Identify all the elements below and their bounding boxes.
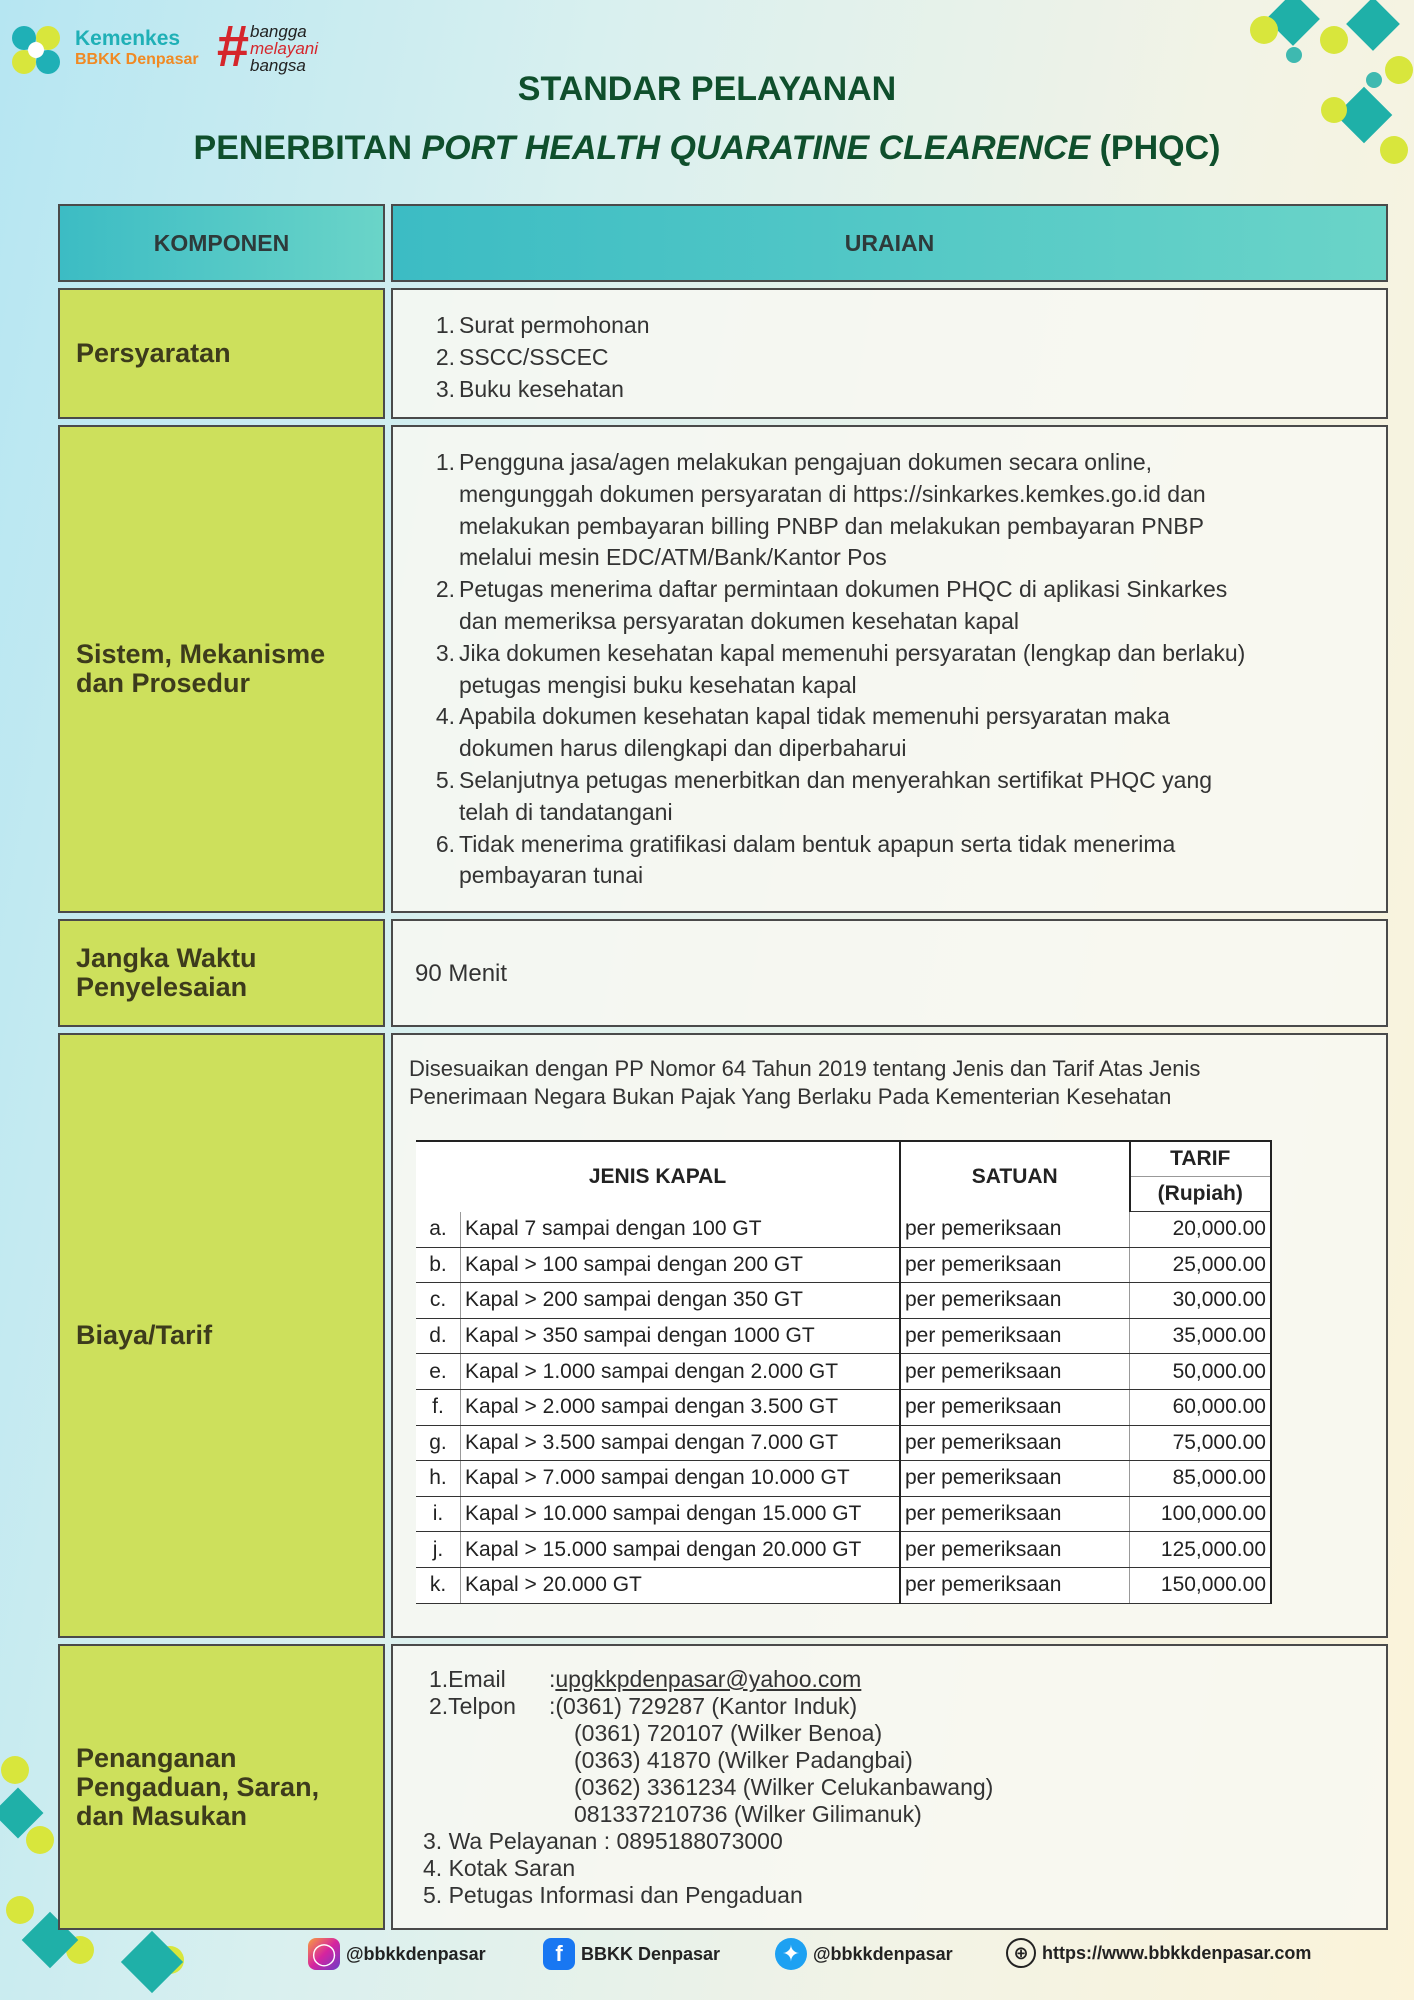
procedure-step-continuation: melalui mesin EDC/ATM/Bank/Kantor Pos xyxy=(459,544,887,571)
label-biaya: Biaya/Tarif xyxy=(58,1033,385,1638)
procedure-step: 5. Selanjutnya petugas menerbitkan dan menyerahkan sertifikat PHQC yang xyxy=(435,766,1213,793)
procedure-step: 2. Petugas menerima daftar permintaan dokumen PHQC di aplikasi Sinkarkes xyxy=(435,576,1228,603)
slogan: bangga melayani bangsa xyxy=(250,22,319,75)
fee-header-tarif-sub: (Rupiah) xyxy=(1130,1177,1272,1212)
fee-row xyxy=(416,1425,1271,1461)
procedure-step: 4. Apabila dokumen kesehatan kapal tidak memenuhi persyaratan maka xyxy=(435,703,1170,730)
fee-header-jenis: JENIS KAPAL xyxy=(416,1141,900,1212)
fee-cell-tarif: 25,000.00 xyxy=(1130,1247,1272,1283)
waktu-value: 90 Menit xyxy=(415,960,508,987)
fee-cell-jenis: Kapal > 3.500 sampai dengan 7.000 GT xyxy=(461,1425,901,1461)
procedure-step-continuation: dan memeriksa persyaratan dokumen kesehatan kapal xyxy=(459,607,1019,634)
fee-table xyxy=(416,1140,1272,1604)
fee-cell-satuan: per pemeriksaan xyxy=(900,1389,1130,1425)
page-subtitle: PENERBITAN PORT HEALTH QUARATINE CLEARENCE (PHQC) xyxy=(193,129,1221,167)
fee-row xyxy=(416,1354,1271,1390)
procedure-step-continuation: pembayaran tunai xyxy=(459,862,644,889)
fee-cell-no: h. xyxy=(416,1461,461,1497)
fee-cell-no: k. xyxy=(416,1567,461,1603)
fee-cell-satuan: per pemeriksaan xyxy=(900,1318,1130,1354)
fee-cell-no: a. xyxy=(416,1212,461,1248)
footer-twitter[interactable]: ✦ @bbkkdenpasar xyxy=(775,1938,953,1970)
fee-cell-tarif: 50,000.00 xyxy=(1130,1354,1272,1390)
twitter-icon: ✦ xyxy=(775,1938,807,1970)
fee-row xyxy=(416,1212,1271,1248)
fee-row xyxy=(416,1461,1271,1497)
fee-row xyxy=(416,1532,1271,1568)
fee-cell-tarif: 30,000.00 xyxy=(1130,1283,1272,1319)
procedure-step-continuation: telah di tandatangani xyxy=(459,798,673,825)
globe-icon: ⊕ xyxy=(1006,1938,1036,1968)
fee-cell-satuan: per pemeriksaan xyxy=(900,1461,1130,1497)
procedure-step: 1. Pengguna jasa/agen melakukan pengajuan dokumen secara online, xyxy=(435,449,1153,475)
fee-cell-satuan: per pemeriksaan xyxy=(900,1212,1130,1248)
fee-cell-jenis: Kapal > 7.000 sampai dengan 10.000 GT xyxy=(461,1461,901,1497)
fee-cell-no: e. xyxy=(416,1354,461,1390)
fee-cell-tarif: 85,000.00 xyxy=(1130,1461,1272,1497)
fee-cell-satuan: per pemeriksaan xyxy=(900,1425,1130,1461)
fee-cell-tarif: 100,000.00 xyxy=(1130,1496,1272,1532)
page-title: STANDAR PELAYANAN xyxy=(517,70,897,108)
phone-item: (0361) 729287 (Kantor Induk) xyxy=(555,1693,858,1719)
facebook-icon: f xyxy=(543,1938,575,1970)
fee-cell-satuan: per pemeriksaan xyxy=(900,1354,1130,1390)
fee-cell-satuan: per pemeriksaan xyxy=(900,1496,1130,1532)
slogan-hash-icon: # xyxy=(216,14,249,79)
fee-cell-jenis: Kapal > 2.000 sampai dengan 3.500 GT xyxy=(461,1389,901,1425)
fee-cell-no: i. xyxy=(416,1496,461,1532)
footer-instagram[interactable]: ◯ @bbkkdenpasar xyxy=(308,1938,486,1970)
brand-unit: BBKK Denpasar xyxy=(75,51,199,68)
fee-cell-tarif: 20,000.00 xyxy=(1130,1212,1272,1248)
procedure-step-continuation: dokumen harus dilengkapi dan diperbaharui xyxy=(459,735,907,762)
instagram-icon: ◯ xyxy=(308,1938,340,1970)
fee-cell-satuan: per pemeriksaan xyxy=(900,1283,1130,1319)
footer-facebook[interactable]: f BBKK Denpasar xyxy=(543,1938,720,1970)
fee-cell-jenis: Kapal > 200 sampai dengan 350 GT xyxy=(461,1283,901,1319)
fee-cell-jenis: Kapal > 15.000 sampai dengan 20.000 GT xyxy=(461,1532,901,1568)
fee-row xyxy=(416,1567,1271,1603)
contact-list: 1.Email : upgkkpdenpasar@yahoo.com 2.Telpon : (0361) 729287 (Kantor Induk) (0361) 720107 (Wilker Benoa) (0363) 41870 (Wilker Padangbai) (0362) 3361234 (Wilker Celukanbawang) 081337210736 (Wilker Gilimanuk) 3. Wa Pelayanan : 0895188073000 4. Kotak Saran 5. Petugas Informasi dan Pengaduan xyxy=(423,1666,994,1908)
fee-cell-jenis: Kapal > 1.000 sampai dengan 2.000 GT xyxy=(461,1354,901,1390)
fee-cell-jenis: Kapal 7 sampai dengan 100 GT xyxy=(461,1212,901,1248)
fee-cell-tarif: 125,000.00 xyxy=(1130,1532,1272,1568)
footer-website[interactable]: ⊕ https://www.bbkkdenpasar.com xyxy=(1006,1938,1311,1968)
brand-name: Kemenkes xyxy=(75,27,181,50)
fee-cell-no: g. xyxy=(416,1425,461,1461)
contact-item: 5. Petugas Informasi dan Pengaduan xyxy=(423,1882,803,1908)
content-prosedur xyxy=(391,425,1388,913)
procedure-step: 3. Jika dokumen kesehatan kapal memenuhi persyaratan (lengkap dan berlaku) xyxy=(435,639,1246,666)
phone-item: (0361) 720107 (Wilker Benoa) xyxy=(574,1720,883,1746)
phone-item: (0363) 41870 (Wilker Padangbai) xyxy=(574,1747,913,1773)
fee-header-satuan: SATUAN xyxy=(900,1141,1130,1212)
fee-cell-satuan: per pemeriksaan xyxy=(900,1567,1130,1603)
list-item: 2. SSCC/SSCEC xyxy=(435,343,609,370)
fee-cell-jenis: Kapal > 10.000 sampai dengan 15.000 GT xyxy=(461,1496,901,1532)
fee-cell-satuan: per pemeriksaan xyxy=(900,1247,1130,1283)
email-link[interactable]: upgkkpdenpasar@yahoo.com xyxy=(555,1666,862,1692)
fee-cell-no: d. xyxy=(416,1318,461,1354)
label-jangka-waktu: Jangka Waktu Penyelesaian xyxy=(58,919,385,1027)
content-persyaratan xyxy=(391,288,1388,419)
fee-row xyxy=(416,1283,1271,1319)
list-item: 3. Buku kesehatan xyxy=(435,375,624,402)
contact-item: 4. Kotak Saran xyxy=(423,1855,576,1881)
phone-item: (0362) 3361234 (Wilker Celukanbawang) xyxy=(574,1774,994,1800)
list-item: 1. Surat permohonan xyxy=(435,312,650,338)
label-persyaratan: Persyaratan xyxy=(58,288,385,419)
fee-cell-no: b. xyxy=(416,1247,461,1283)
phone-item: 081337210736 (Wilker Gilimanuk) xyxy=(574,1801,922,1827)
procedure-step-continuation: petugas mengisi buku kesehatan kapal xyxy=(459,671,857,698)
fee-cell-tarif: 150,000.00 xyxy=(1130,1567,1272,1603)
tarif-note: Disesuaikan dengan PP Nomor 64 Tahun 2019 tentang Jenis dan Tarif Atas Jenis Penerimaan Negara Bukan Pajak Yang Berlaku Pada Kementerian Kesehatan xyxy=(409,1056,1201,1109)
fee-cell-jenis: Kapal > 350 sampai dengan 1000 GT xyxy=(461,1318,901,1354)
label-prosedur: Sistem, Mekanisme dan Prosedur xyxy=(58,425,385,913)
procedure-step-continuation: melakukan pembayaran billing PNBP dan melakukan pembayaran PNBP xyxy=(459,512,1204,539)
fee-cell-no: f. xyxy=(416,1389,461,1425)
fee-cell-no: j. xyxy=(416,1532,461,1568)
fee-row xyxy=(416,1247,1271,1283)
fee-cell-tarif: 60,000.00 xyxy=(1130,1389,1272,1425)
procedure-step-continuation: mengunggah dokumen persyaratan di https://sinkarkes.kemkes.go.id dan xyxy=(459,480,1206,507)
header-komponen: KOMPONEN xyxy=(58,204,385,282)
fee-header-tarif: TARIF xyxy=(1130,1141,1272,1177)
header-uraian: URAIAN xyxy=(391,204,1388,282)
contact-item: 3. Wa Pelayanan : 0895188073000 xyxy=(423,1828,783,1854)
fee-row xyxy=(416,1318,1271,1354)
fee-row xyxy=(416,1496,1271,1532)
fee-row xyxy=(416,1389,1271,1425)
fee-cell-satuan: per pemeriksaan xyxy=(900,1532,1130,1568)
procedure-step: 6. Tidak menerima gratifikasi dalam bentuk apapun serta tidak menerima xyxy=(435,830,1176,857)
fee-cell-no: c. xyxy=(416,1283,461,1319)
label-pengaduan: Penanganan Pengaduan, Saran, dan Masukan xyxy=(58,1644,385,1930)
fee-cell-tarif: 75,000.00 xyxy=(1130,1425,1272,1461)
content-pengaduan xyxy=(391,1644,1388,1930)
fee-cell-jenis: Kapal > 20.000 GT xyxy=(461,1567,901,1603)
content-jangka-waktu xyxy=(391,919,1388,1027)
fee-cell-tarif: 35,000.00 xyxy=(1130,1318,1272,1354)
fee-cell-jenis: Kapal > 100 sampai dengan 200 GT xyxy=(461,1247,901,1283)
